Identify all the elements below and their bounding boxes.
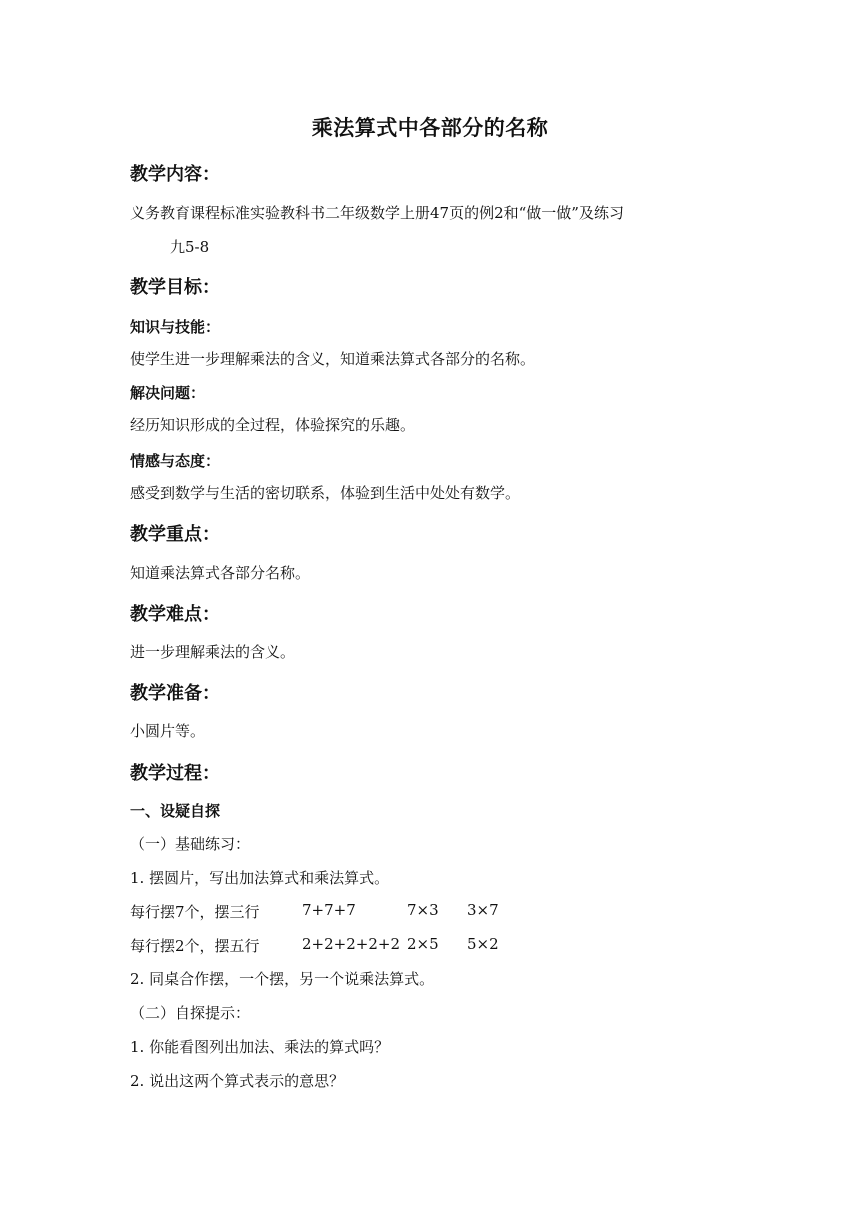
emotion-attitude-text: 感受到数学与生活的密切联系，体验到生活中处处有数学。: [130, 484, 521, 502]
row2-description: 每行摆2个，摆五行: [130, 937, 260, 955]
knowledge-skills-heading: 知识与技能：: [130, 318, 221, 336]
teaching-key-text: 知道乘法算式各部分名称。: [130, 564, 311, 582]
teaching-difficulty-text: 进一步理解乘法的含义。: [130, 643, 296, 661]
teaching-content-text-line1: 义务教育课程标准实验教科书二年级数学上册47页的例2和“做一做”及练习: [130, 204, 624, 222]
practice-row-1: [130, 901, 530, 923]
teaching-process-heading: 教学过程：: [130, 763, 220, 784]
teaching-preparation-text: 小圆片等。: [130, 722, 206, 740]
self-explore-hint-1: 1. 你能看图列出加法、乘法的算式吗？: [130, 1038, 390, 1056]
teaching-content-text-line2: 九5-8: [170, 238, 210, 256]
teaching-preparation-heading: 教学准备：: [130, 683, 220, 704]
practice-item-2: 2. 同桌合作摆，一个摆，另一个说乘法算式。: [130, 970, 435, 988]
problem-solving-heading: 解决问题：: [130, 384, 206, 402]
emotion-attitude-heading: 情感与态度：: [130, 452, 221, 470]
step-one-heading: 一、设疑自探: [130, 802, 221, 820]
row1-addition: 7+7+7: [302, 901, 356, 919]
row1-multiplication-b: 3×7: [467, 901, 499, 919]
practice-item-1: 1. 摆圆片，写出加法算式和乘法算式。: [130, 869, 390, 887]
row2-multiplication-a: 2×5: [407, 935, 439, 953]
self-explore-hints-heading: （二）自探提示：: [130, 1004, 251, 1022]
row2-addition: 2+2+2+2+2: [302, 935, 400, 953]
teaching-goals-heading: 教学目标：: [130, 277, 220, 298]
basic-practice-heading: （一）基础练习：: [130, 835, 251, 853]
teaching-key-heading: 教学重点：: [130, 524, 220, 545]
teaching-content-heading: 教学内容：: [130, 164, 220, 185]
problem-solving-text: 经历知识形成的全过程，体验探究的乐趣。: [130, 416, 416, 434]
document-title: 乘法算式中各部分的名称: [311, 116, 549, 140]
row2-multiplication-b: 5×2: [467, 935, 499, 953]
row1-description: 每行摆7个，摆三行: [130, 903, 260, 921]
row1-multiplication-a: 7×3: [407, 901, 439, 919]
practice-row-2: [130, 935, 530, 957]
knowledge-skills-text: 使学生进一步理解乘法的含义，知道乘法算式各部分的名称。: [130, 350, 536, 368]
teaching-difficulty-heading: 教学难点：: [130, 604, 220, 625]
self-explore-hint-2: 2. 说出这两个算式表示的意思？: [130, 1072, 345, 1090]
